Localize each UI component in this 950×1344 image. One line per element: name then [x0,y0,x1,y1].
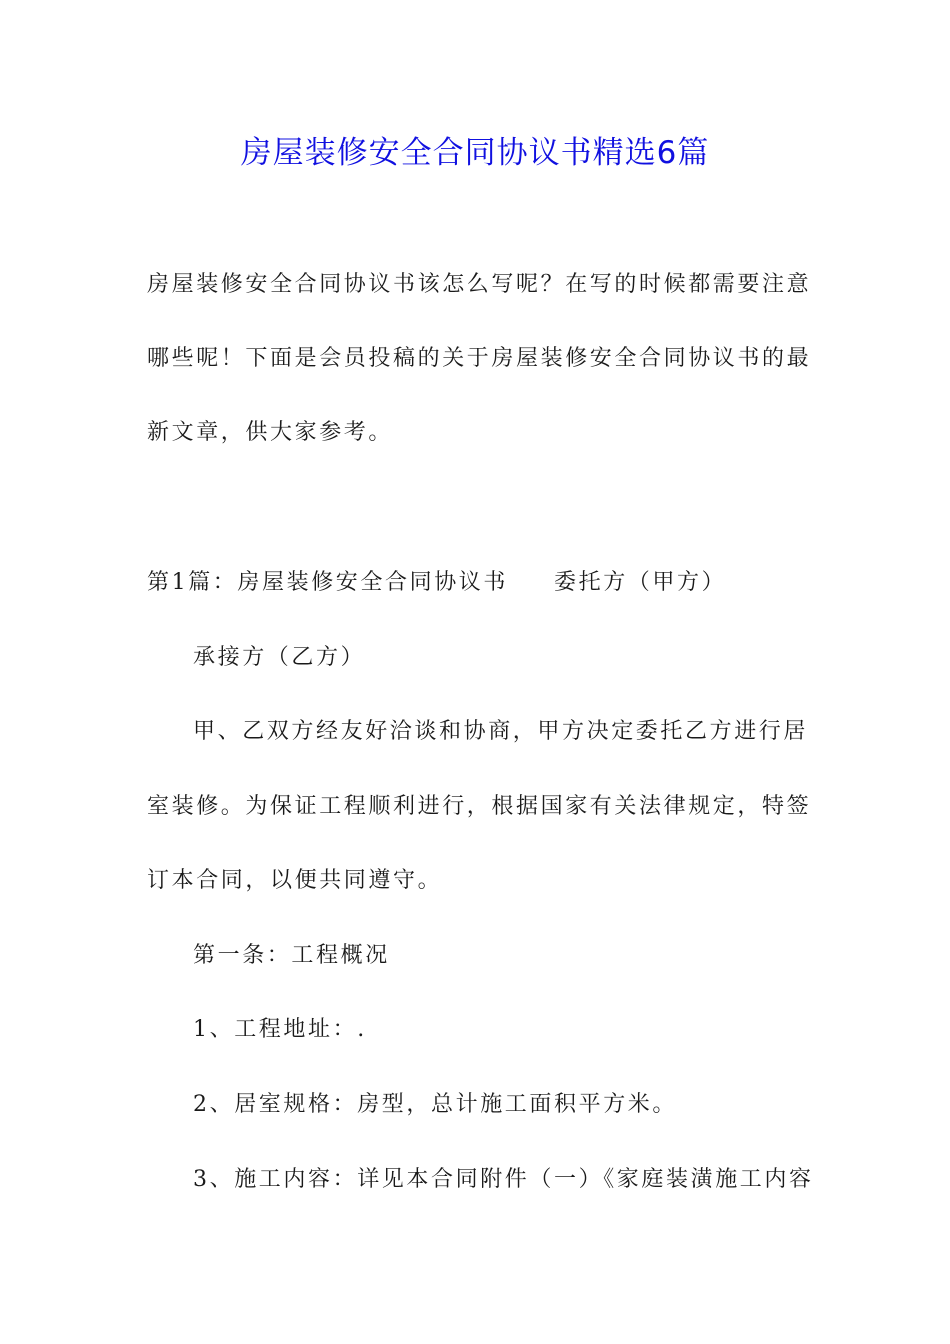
list-item: 3、施工内容：详见本合同附件（一）《家庭装潢施工内容 [193,1167,814,1192]
list-item: 2、居室规格：房型，总计施工面积平方米。 [193,1092,677,1117]
section-heading-line [147,568,726,598]
document-title: 房屋装修安全合同协议书精选6篇 [240,135,710,171]
party-b-label: 承接方（乙方） [193,645,366,670]
article-1-heading: 第一条：工程概况 [193,943,390,968]
paragraph-line-3: 订本合同，以便共同遵守。 [147,868,443,893]
intro-line-1: 房屋装修安全合同协议书该怎么写呢？在写的时候都需要注意 [147,272,812,297]
party-a-label: 委托方（甲方） [554,570,727,595]
section-heading: 第1篇：房屋装修安全合同协议书 [147,570,508,595]
list-item: 1、工程地址：. [193,1017,367,1042]
intro-line-2: 哪些呢！下面是会员投稿的关于房屋装修安全合同协议书的最 [147,346,812,371]
paragraph-line-2: 室装修。为保证工程顺利进行，根据国家有关法律规定，特签 [147,794,812,819]
paragraph-line-1: 甲、乙双方经友好洽谈和协商，甲方决定委托乙方进行居 [193,719,809,744]
intro-line-3: 新文章，供大家参考。 [147,420,394,445]
